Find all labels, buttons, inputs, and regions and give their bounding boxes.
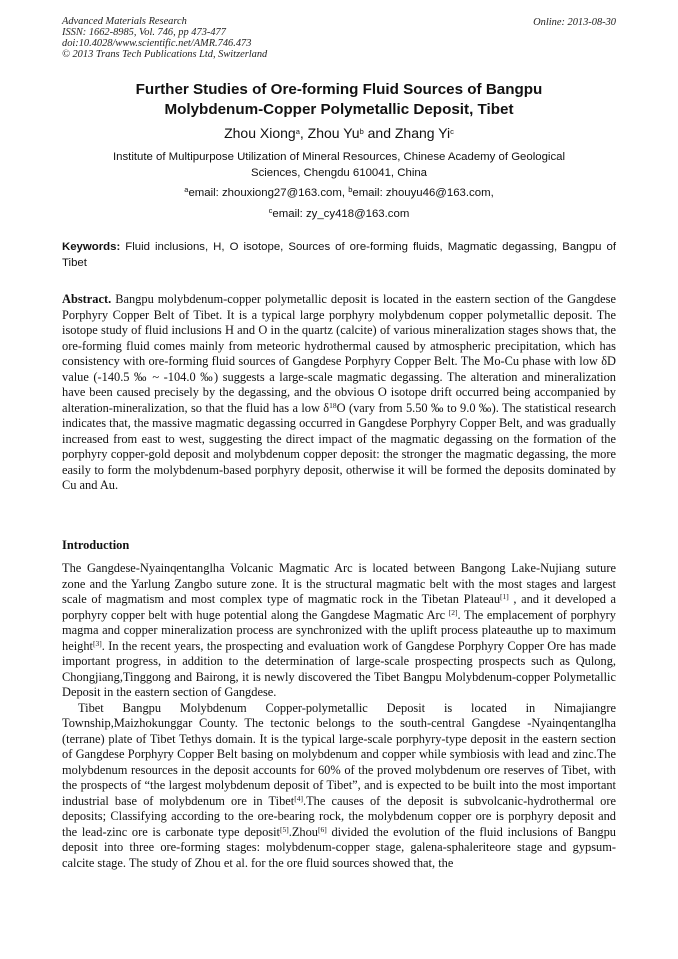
journal-doi: doi:10.4028/www.scientific.net/AMR.746.473 <box>62 38 252 49</box>
keywords-text: Fluid inclusions, H, O isotope, Sources of ore-forming fluids, Magmatic degassing, Bangpu of Tibet <box>62 241 617 269</box>
introduction-body <box>62 561 616 871</box>
email-line-2: $^c$email: zy_cy418@163.com <box>268 206 410 220</box>
paper-title <box>70 80 608 120</box>
author-3: Zhang Yi <box>394 125 451 141</box>
title-line-2: Molybdenum-Copper Polymetallic Deposit, Tibet <box>164 101 514 118</box>
title-line-1: Further Studies of Ore-forming Fluid Sources of Bangpu <box>135 81 543 98</box>
author-list: Zhou Xiong$^a$, Zhou Yu$^b$ and Zhang Yi$^c$ <box>224 125 454 141</box>
journal-name: Advanced Materials Research <box>62 16 187 27</box>
journal-copyright: © 2013 Trans Tech Publications Ltd, Switzerland <box>62 49 268 60</box>
abstract-label: Abstract. <box>62 292 112 306</box>
author-1: Zhou Xiong <box>224 125 296 141</box>
author-2: Zhou Yu <box>307 125 360 141</box>
abstract: Abstract. Bangpu molybdenum-copper polymetallic deposit is located in the eastern section of the Gangdese Porphyry Copper Belt of Tibet. It is a typical large porphyry molybdenum copper polymetallic deposit. The isotope study of fluid inclusions H and O in the quartz (calcite) of various mineralization stages shows that, the ore-forming fluid comes mainly from meteoric hydrothermal caused by atmospheric precipitation, which has consistency with ore-forming fluid sources of Gangdese Porphyry Copper Belt. The Mo-Cu phase with low δD value (-140.5 ‰ ~ -104.0 ‰) suggests a large-scale magmatic degassing. The alteration and mineralization have been caused precisely by the degassing, and the obvious O isotope drift occurred being accompanied by alteration-mineralization, so that the fluid has a low $\delta^{18}O$ (vary from 5.50 ‰ to 9.0 ‰). The statistical research indicates that, the massive magmatic degassing occurred in Gangdese Porphyry Copper Belt, and was gradually increased from east to west, suggesting the direct impact of the magmatic degassing on the formation of the porphyry copper-gold deposit and molybdenum copper deposit: the stronger the magmatic degassing, the more easily to form the molybdenum-based porphyry deposit, otherwise it will be formed the deposits dominated by Cu and Au. <box>62 292 617 492</box>
keywords-label: Keywords: <box>62 241 121 253</box>
email-line-1: $^a$email: zhouxiong27@163.com, $^b$email: zhouyu46@163.com, <box>184 185 494 199</box>
affiliation: Institute of Multipurpose Utilization of Mineral Resources, Chinese Academy of Geological Sciences, Chengdu 610041, China <box>112 151 566 179</box>
intro-paragraph-1: The Gangdese-Nyainqentanglha Volcanic Magmatic Arc is located between Bangong Lake-Nujiang suture zone and the Yarlung Zangbo suture zone. It is the structural magmatic belt with the most stages and largest scale of magmatism and most complex type of magmatic rock in the Tibetan Plateau[1] , and it developed a porphyry copper belt with huge potential along the Gangdese Magmatic Arc [2]. The emplacement of porphyry magma and copper mineralization process are synchronized with the uplift process plateauthe up to maximum height[3]. In the recent years, the prospecting and evaluation work of Gangdese Porphyry Copper Ore has made important progress, in addition to the determination of large-scale prospecting prospects such as Qulong, Chongjiang,Tinggong and Bairong, it is newly discovered the Tibet Bangpu Molybdenum-copper Polymetallic Deposit in the eastern section of Gangdese. <box>62 561 616 699</box>
journal-issn: ISSN: 1662-8985, Vol. 746, pp 473-477 <box>62 27 226 38</box>
keywords <box>62 240 616 271</box>
section-heading-introduction: Introduction <box>62 538 130 552</box>
intro-paragraph-2: Tibet Bangpu Molybdenum Copper-polymetallic Deposit is located in Nimajiangre Township,Maizhokunggar County. The tectonic belongs to the south-central Gangdese -Nyainqentanglha (terrane) plate of Tibet Tethys domain. It is the typical large-scale porphyry-type deposit in the eastern section of Gangdese Porphyry Copper Belt basing on molybdenum and copper while symbiosis with lead and zinc.The molybdenum resources in the deposit accounts for 60% of the proved molybdenum ore reserves of Tibet, with the prospects of “the largest molybdenum deposit of Tibet”, and is expected to be built into the most important industrial base of molybdenum ore in Tibet[4].The causes of the deposit is subvolcanic-hydrothermal ore deposits; Classifying according to the ore-bearing rock, the molybdenum copper ore is porphyry deposit and the lead-zinc ore is carbonate type deposit[5].Zhou[6] divided the evolution of the fluid inclusions of Bangpu deposit into three ore-forming stages: molybdenum-copper stage, galena-sphaleriteore stage and gypsum-calcite stage. The study of Zhou et al. for the ore fluid sources showed that, the <box>62 700 616 870</box>
online-date: Online: 2013-08-30 <box>533 17 616 28</box>
